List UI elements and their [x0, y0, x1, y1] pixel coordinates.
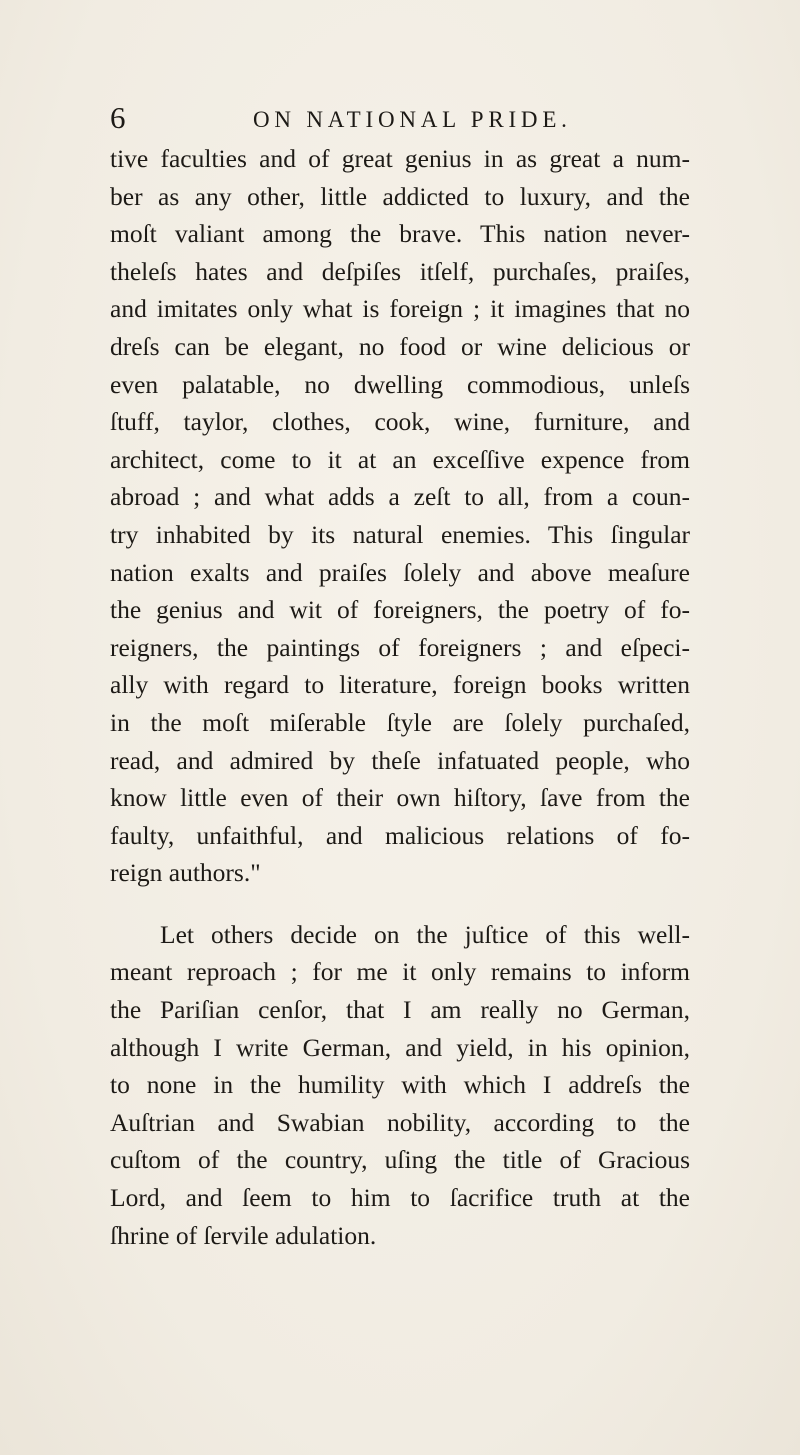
paragraph-1: [110, 140, 690, 892]
text-line: the genius and wit of foreigners, the poetry of fo-: [110, 595, 690, 625]
text-line: ber as any other, little addicted to luxury, and the: [110, 181, 690, 211]
text-line: nation exalts and praiſes ſolely and above meaſure: [110, 557, 690, 587]
text-line: meant reproach ; for me it only remains to inform: [110, 957, 690, 987]
text-line: to none in the humility with which I addreſs the: [110, 1070, 690, 1100]
text-line: Lord, and ſeem to him to ſacrifice truth at the: [110, 1183, 690, 1213]
paragraph-2: [110, 916, 690, 1254]
text-line: tive faculties and of great genius in as great a num-: [110, 144, 690, 173]
page-number: 6: [110, 100, 126, 135]
text-line: know little even of their own hiſtory, ſave from the: [110, 783, 690, 813]
text-line: although I write German, and yield, in his opinion,: [110, 1032, 690, 1062]
text-line: theleſs hates and deſpiſes itſelf, purchaſes, praiſes,: [110, 256, 690, 286]
text-line: reign authors.": [110, 858, 261, 888]
text-line: architect, come to it at an exceſſive expence from: [110, 444, 690, 474]
text-line: Auſtrian and Swabian nobility, according to the: [110, 1107, 690, 1137]
text-line: ally with regard to literature, foreign books written: [110, 670, 690, 700]
text-line: and imitates only what is foreign ; it imagines that no: [110, 294, 690, 324]
text-line: read, and admired by theſe infatuated people, who: [110, 745, 690, 775]
text-line: abroad ; and what adds a zeſt to all, from a coun-: [110, 482, 690, 512]
text-line: the Pariſian cenſor, that I am really no German,: [110, 995, 690, 1025]
text-line: try inhabited by its natural enemies. This ſingular: [110, 519, 690, 549]
running-title: ON NATIONAL PRIDE.: [253, 107, 572, 132]
text-line: reigners, the paintings of foreigners ; and eſpeci-: [110, 632, 690, 662]
paragraph-gap: [110, 892, 690, 916]
text-line: faulty, unfaithful, and malicious relations of fo-: [110, 820, 690, 850]
text-line: in the moſt miſerable ſtyle are ſolely purchaſed,: [110, 707, 690, 737]
text-line: even palatable, no dwelling commodious, unleſs: [110, 369, 690, 399]
body-text: [110, 140, 690, 1254]
running-head: [110, 98, 690, 138]
text-line: moſt valiant among the brave. This nation never-: [110, 219, 690, 249]
text-line: dreſs can be elegant, no food or wine delicious or: [110, 331, 690, 361]
text-line: cuſtom of the country, uſing the title of Gracious: [110, 1145, 690, 1175]
text-line: ſtuff, taylor, clothes, cook, wine, furniture, and: [110, 407, 690, 437]
text-line: ſhrine of ſervile adulation.: [110, 1220, 377, 1250]
text-line: Let others decide on the juſtice of this well-: [160, 919, 690, 949]
